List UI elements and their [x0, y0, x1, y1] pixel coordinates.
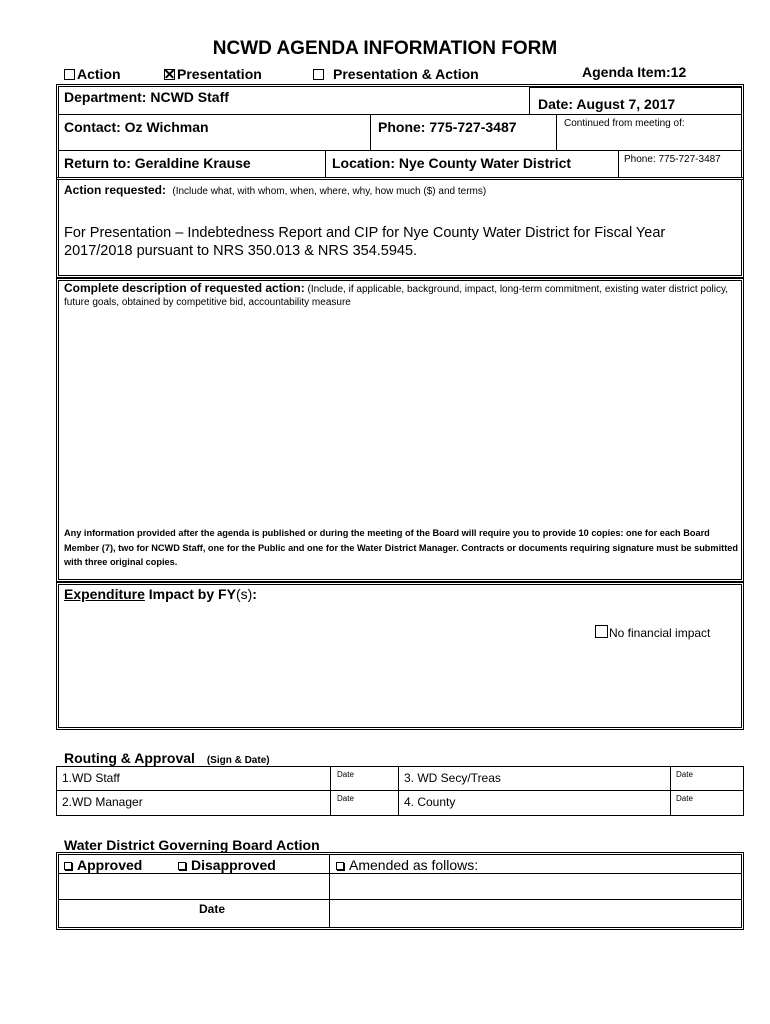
- routing-date-label: Date: [337, 794, 354, 803]
- expenditure-heading: [64, 586, 257, 602]
- disapproved-checkbox[interactable]: [178, 862, 186, 870]
- expenditure-block: [56, 582, 744, 730]
- board-action-title: Water District Governing Board Action: [64, 837, 320, 853]
- contact-field[interactable]: Contact: Oz Wichman: [64, 119, 209, 135]
- copies-notice: Any information provided after the agenda is published or during the meeting of the Board will require you to provide 10 copies: one for each Board Member (7), two for NCWD Staff, one for the Public and one for the Water District Manager. Contracts or documents requiring signature must be submitted with three original copies.: [64, 528, 738, 567]
- action-requested-heading: [64, 183, 486, 197]
- agenda-item: Agenda Item:12: [582, 64, 687, 80]
- presentation-action-checkbox[interactable]: [313, 69, 324, 80]
- presentation-checkbox-checked[interactable]: [164, 69, 175, 80]
- expenditure-label-rest: Impact by: [144, 586, 219, 602]
- amended-label: Amended as follows:: [349, 857, 479, 873]
- action-option[interactable]: [64, 66, 121, 82]
- amended-option[interactable]: [336, 857, 478, 873]
- approved-option[interactable]: [64, 857, 142, 873]
- board-date-label: Date: [199, 902, 226, 916]
- description-label: Complete description of requested action:: [64, 281, 305, 295]
- no-financial-impact-label: No financial impact: [609, 626, 711, 640]
- routing-title: [64, 750, 270, 766]
- approved-label: Approved: [77, 857, 143, 873]
- page-title: NCWD AGENDA INFORMATION FORM: [212, 38, 558, 59]
- continued-from-field[interactable]: Continued from meeting of:: [564, 118, 685, 129]
- routing-wd-manager[interactable]: 2.WD Manager: [62, 795, 143, 809]
- routing-table: [56, 766, 744, 816]
- presentation-action-option[interactable]: [313, 66, 479, 82]
- expenditure-suffix: (s): [235, 586, 253, 602]
- amended-checkbox[interactable]: [336, 862, 344, 870]
- phone-field[interactable]: Phone: 775-727-3487: [378, 119, 517, 135]
- disapproved-label: Disapproved: [191, 857, 276, 873]
- routing-date-label: Date: [337, 770, 354, 779]
- routing-title-text: Routing & Approval: [64, 750, 195, 766]
- department-field[interactable]: Department: NCWD Staff: [64, 89, 229, 105]
- disapproved-option[interactable]: [178, 857, 276, 873]
- action-label: Action: [77, 66, 121, 82]
- routing-date-label: Date: [676, 794, 693, 803]
- action-checkbox[interactable]: [64, 69, 75, 80]
- return-to-field[interactable]: Return to: Geraldine Krause: [64, 155, 251, 171]
- presentation-option[interactable]: [164, 66, 262, 82]
- action-requested-label: Action requested: [64, 183, 163, 197]
- expenditure-colon: :: [252, 586, 257, 602]
- action-requested-hint: (Include what, with whom, when, where, why, how much ($) and terms): [172, 186, 487, 197]
- approved-checkbox[interactable]: [64, 862, 72, 870]
- date-field[interactable]: Date: August 7, 2017: [538, 96, 676, 112]
- description-hint: (Include, if applicable, background, impact, long-term commitment, existing water district policy, future goals, obtained by competitive bid, accountability measure: [64, 284, 729, 308]
- description-text-area[interactable]: [64, 312, 736, 520]
- location-field[interactable]: Location: Nye County Water District: [332, 155, 572, 171]
- routing-wd-staff[interactable]: 1.WD Staff: [62, 771, 120, 785]
- routing-date-label: Date: [676, 770, 693, 779]
- routing-county[interactable]: 4. County: [404, 795, 456, 809]
- location-phone: Phone: 775-727-3487: [624, 154, 721, 165]
- routing-subtitle: (Sign & Date): [206, 755, 270, 766]
- action-requested-colon: :: [162, 183, 167, 197]
- expenditure-underlined: Expenditure: [64, 586, 145, 602]
- expenditure-fy: FY: [218, 586, 236, 602]
- presentation-action-label: Presentation & Action: [333, 66, 479, 82]
- presentation-label: Presentation: [177, 66, 262, 82]
- no-financial-impact-option[interactable]: [595, 625, 710, 640]
- description-heading: [64, 282, 739, 309]
- no-financial-impact-checkbox[interactable]: [595, 625, 608, 638]
- routing-wd-secy-treas[interactable]: 3. WD Secy/Treas: [404, 771, 501, 785]
- action-requested-text[interactable]: For Presentation – Indebtedness Report and CIP for Nye County Water District for Fiscal Year 2017/2018 pursuant to NRS 350.013 & NRS 354.5945.: [64, 225, 666, 259]
